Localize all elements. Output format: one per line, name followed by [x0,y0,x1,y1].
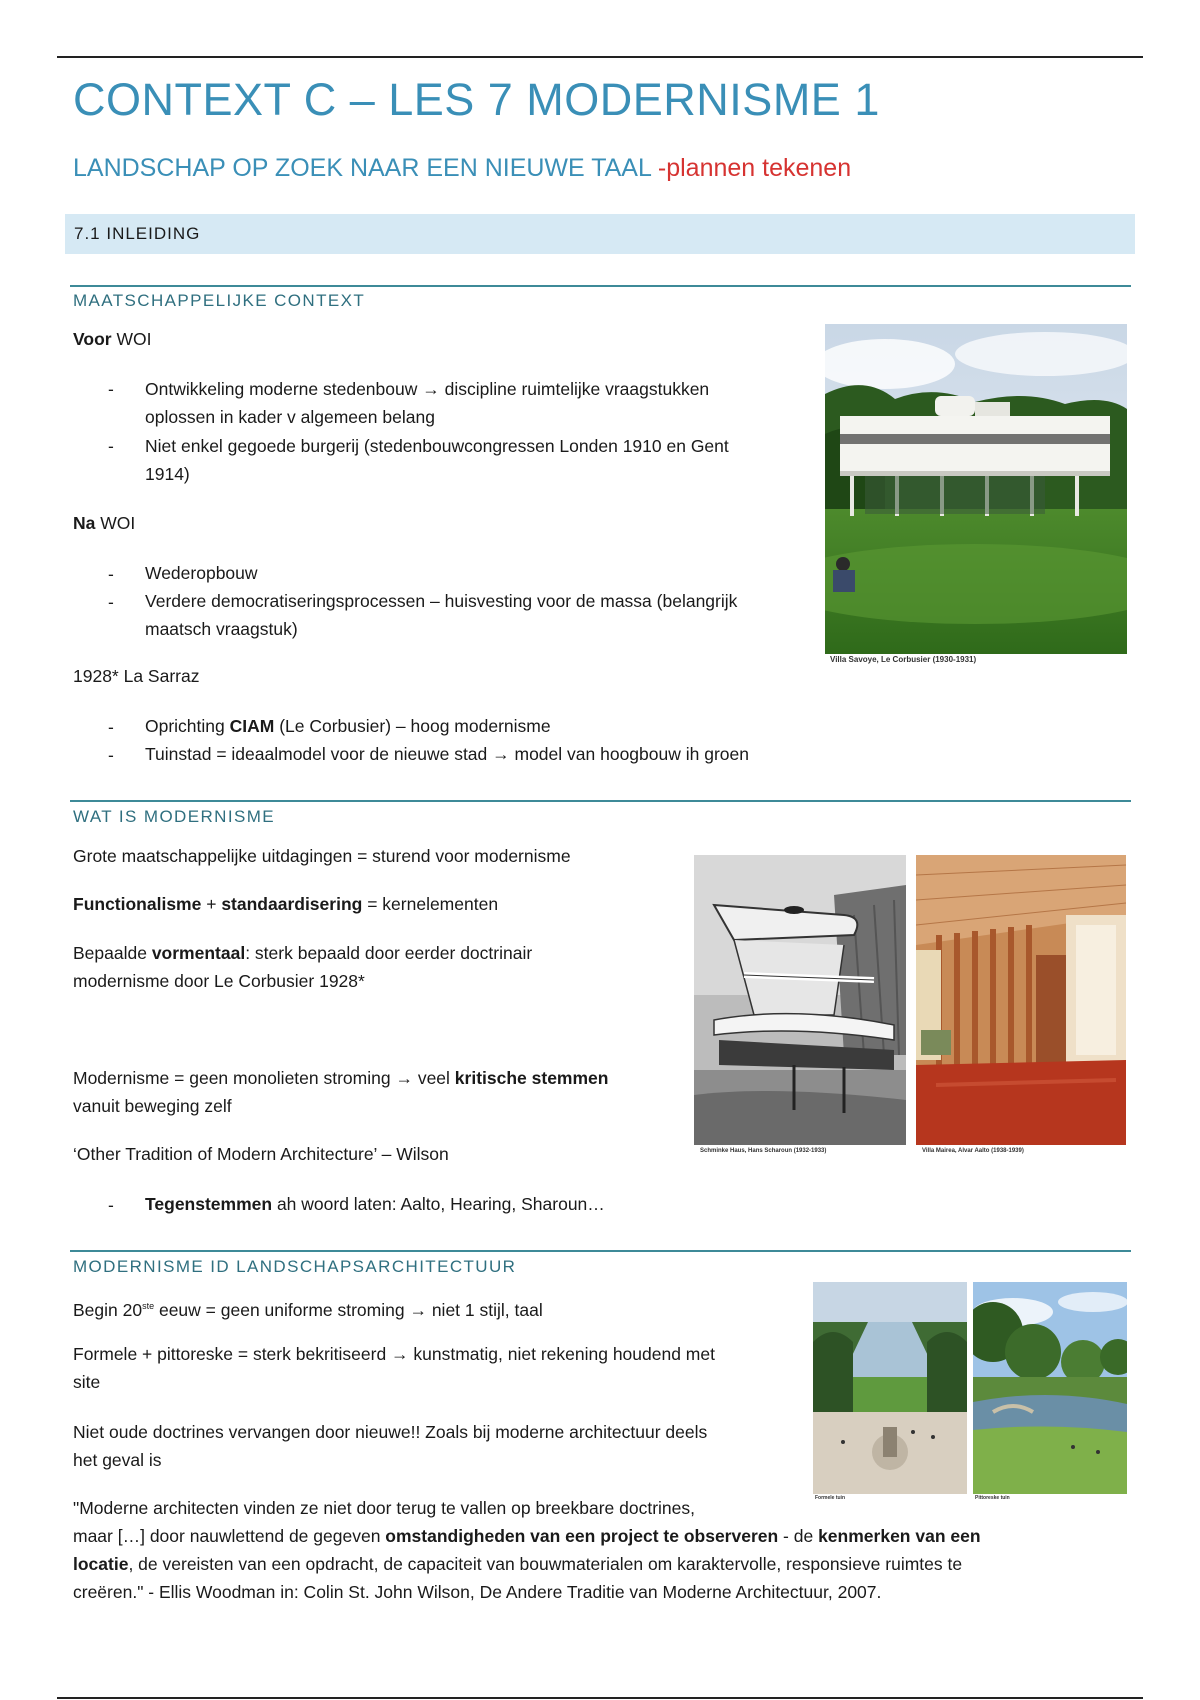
l-p1-sup: ste [142,1301,155,1311]
picturesque-garden-illustration [973,1282,1127,1494]
q-l2-mid: - de [778,1526,819,1546]
tegenstemmen-bold: Tegenstemmen [145,1194,273,1214]
list-item [145,375,709,431]
formal-garden-caption: Formele tuin [815,1495,846,1501]
villa-mairea-photo [916,855,1126,1145]
p4-pre: Modernisme = geen monolieten stroming → veel [73,1068,455,1088]
schminke-haus-photo [694,855,906,1145]
functionalisme-bold: Functionalisme [73,894,202,914]
list-item [145,432,729,488]
ciam-bold: CIAM [229,716,275,736]
formal-garden-illustration [813,1282,967,1494]
villa-savoye-caption: Villa Savoye, Le Corbusier (1930-1931) [830,655,977,664]
paragraph [73,1418,707,1474]
na-b2-l1: Verdere democratiseringsprocessen – huisvesting voor de massa (belangrijk [145,591,738,611]
bullet-dash: - [108,1195,114,1215]
section-heading-modernisme-landschapsarchitectuur: MODERNISME ID LANDSCHAPSARCHITECTUUR [73,1257,517,1276]
p3-pre: Bepaalde [73,943,152,963]
villa-mairea-caption: Villa Mairea, Alvar Aalto (1938-1939) [922,1148,1024,1154]
villa-savoye-illustration [825,324,1127,654]
section-heading-wat-is-modernisme: WAT IS MODERNISME [73,807,275,826]
formal-garden-photo [813,1282,967,1494]
l-p2-l2: site [73,1372,101,1392]
voor-b2-l2: 1914) [145,464,190,484]
kernelementen: = kernelementen [362,894,499,914]
paragraph: Grote maatschappelijke uitdagingen = sturend voor modernisme [73,846,571,866]
q-l3-bold: locatie [73,1554,129,1574]
picturesque-garden-caption: Pittoreske tuin [975,1495,1010,1501]
paragraph [73,939,532,995]
top-rule [57,56,1143,58]
section-rule [70,1250,1131,1252]
q-l2-bold2: kenmerken van een [818,1526,981,1546]
subtitle-red-note: -plannen tekenen [657,154,852,182]
na-b2-l2: maatsch vraagstuk) [145,619,298,639]
voor-b1-l2: oplossen in kader v algemeen belang [145,407,435,427]
kritische-stemmen-bold: kritische stemmen [454,1068,609,1088]
tegenstemmen-post: ah woord laten: Aalto, Hearing, Sharoun… [272,1194,605,1214]
voor-b1-l1: Ontwikkeling moderne stedenbouw → discipline ruimtelijke vraagstukken [145,379,710,399]
paragraph [73,1340,715,1396]
voor-bold: Voor [73,329,112,349]
list-item [145,1190,605,1218]
schminke-haus-caption: Schminke Haus, Hans Scharoun (1932-1933) [700,1148,827,1154]
bullet-dash: - [108,745,114,765]
l-p1-post: eeuw = geen uniforme stroming → niet 1 stijl, taal [154,1299,543,1320]
voor-rest: WOI [111,329,152,349]
section-heading-maatschappelijke-context: MAATSCHAPPELIJKE CONTEXT [73,291,366,310]
section-band-label: 7.1 INLEIDING [74,224,201,243]
l-p3-l2: het geval is [73,1450,162,1470]
na-woi-heading [73,509,135,537]
bullet-dash: - [108,379,114,399]
paragraph [73,1064,608,1120]
q-l4: creëren." - Ellis Woodman in: Colin St. John Wilson, De Andere Traditie van Moderne Architectuur, 2007. [73,1582,882,1602]
la-sarraz-heading: 1928* La Sarraz [73,666,200,686]
bullet-dash: - [108,592,114,612]
page-title: CONTEXT C – LES 7 MODERNISME 1 [73,74,880,125]
q-l2-bold: omstandigheden van een project te observeren [385,1526,779,1546]
q-l3-post: , de vereisten van een opdracht, de capaciteit van bouwmaterialen om karaktervolle, responsieve ruimtes te [128,1554,963,1574]
paragraph [73,1292,543,1324]
section-rule [70,800,1131,802]
page-subtitle [73,154,851,183]
ciam-pre: Oprichting [145,716,230,736]
p3-post: : sterk bepaald door eerder doctrinair [245,943,533,963]
l-p1-pre: Begin 20 [73,1299,143,1320]
ciam-post: (Le Corbusier) – hoog modernisme [274,716,551,736]
na-rest: WOI [95,513,136,533]
bullet-dash: - [108,564,114,584]
q-l1: "Moderne architecten vinden ze niet door terug te vallen op breekbare doctrines, [73,1498,696,1518]
villa-savoye-photo [825,324,1127,654]
voor-woi-heading [73,325,151,353]
na-bold: Na [73,513,96,533]
p3-l2: modernisme door Le Corbusier 1928* [73,971,365,991]
woodman-quote [73,1494,1133,1606]
villa-mairea-illustration [916,855,1126,1145]
schminke-haus-illustration [694,855,906,1145]
list-item: Wederopbouw [145,563,258,583]
list-item: Tuinstad = ideaalmodel voor de nieuwe stad → model van hoogbouw ih groen [145,744,749,764]
voor-b2-l1: Niet enkel gegoede burgerij (stedenbouwcongressen Londen 1910 en Gent [145,436,729,456]
l-p3-l1: Niet oude doctrines vervangen door nieuwe!! Zoals bij moderne architectuur deels [73,1422,708,1442]
picturesque-garden-photo [973,1282,1127,1494]
standaardisering-bold: standaardisering [221,894,363,914]
l-p2-l1: Formele + pittoreske = sterk bekritiseerd → kunstmatig, niet rekening houdend met [73,1344,715,1364]
vormentaal-bold: vormentaal [151,943,246,963]
p4-l2: vanuit beweging zelf [73,1096,232,1116]
list-item [145,587,737,643]
section-rule [70,285,1131,287]
bullet-dash: - [108,436,114,456]
plus: + [201,894,222,914]
bullet-dash: - [108,717,114,737]
bottom-rule [57,1697,1143,1699]
paragraph: ‘Other Tradition of Modern Architecture’ – Wilson [73,1144,449,1164]
paragraph [73,890,498,918]
list-item [145,712,551,740]
q-l2-pre: maar […] door nauwlettend de gegeven [73,1526,386,1546]
section-band [65,214,1135,254]
subtitle-main: LANDSCHAP OP ZOEK NAAR EEN NIEUWE TAAL [73,154,651,182]
